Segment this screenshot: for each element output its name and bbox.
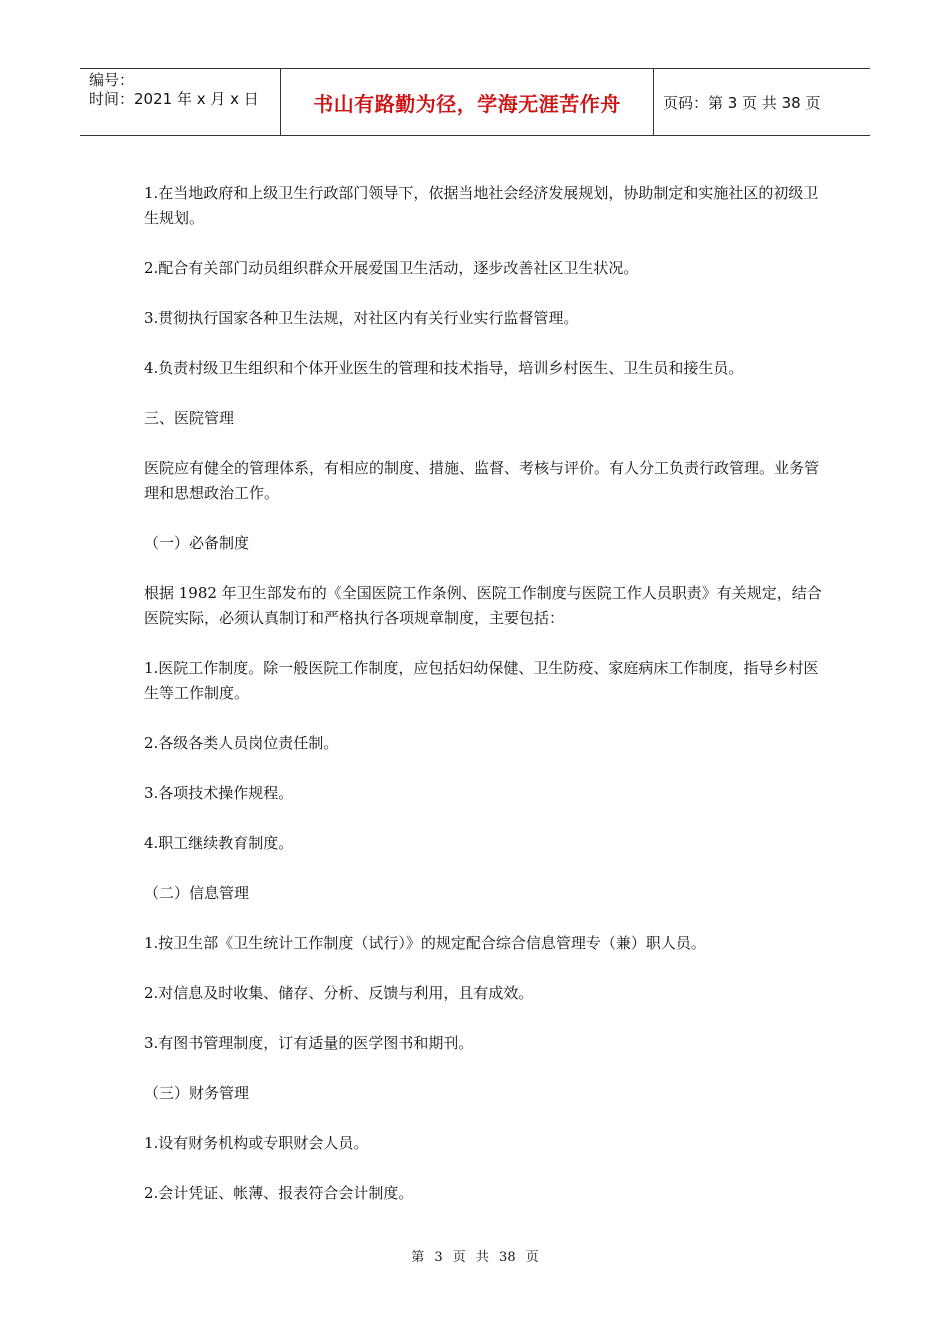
paragraph: 2.对信息及时收集、储存、分析、反馈与利用，且有成效。 (144, 984, 534, 1002)
paragraph: 2.各级各类人员岗位责任制。 (144, 734, 339, 752)
header-page-info: 页码：第 3 页 共 38 页 (663, 93, 821, 112)
footer-page-number: 第 3 页 共 38 页 (411, 1250, 539, 1265)
page-footer (0, 1246, 950, 1265)
paragraph: 2.会计凭证、帐薄、报表符合会计制度。 (144, 1184, 414, 1202)
paragraph: 1.按卫生部《卫生统计工作制度（试行）》的规定配合综合信息管理专（兼）职人员。 (144, 934, 706, 952)
subsection-heading: （二）信息管理 (144, 884, 250, 902)
document-body (144, 181, 824, 1231)
paragraph: 3.有图书管理制度，订有适量的医学图书和期刊。 (144, 1034, 474, 1052)
section-heading: 三、医院管理 (144, 409, 235, 427)
subsection-heading: （三）财务管理 (144, 1084, 250, 1102)
document-header (80, 68, 870, 136)
document-number-label: 编号： (89, 71, 135, 89)
paragraph: 1.在当地政府和上级卫生行政部门领导下，依据当地社会经济发展规划，协助制定和实施社区的初级卫生规划。 (144, 184, 819, 227)
header-motto-cell (281, 69, 654, 135)
paragraph: 1.设有财务机构或专职财会人员。 (144, 1134, 369, 1152)
paragraph: 3.各项技术操作规程。 (144, 784, 294, 802)
subsection-heading: （一）必备制度 (144, 534, 250, 552)
paragraph: 4.负责村级卫生组织和个体开业医生的管理和技术指导，培训乡村医生、卫生员和接生员。 (144, 359, 744, 377)
header-meta-cell (80, 69, 281, 135)
header-motto: 书山有路勤为径，学海无涯苦作舟 (313, 91, 621, 116)
paragraph: 2.配合有关部门动员组织群众开展爱国卫生活动，逐步改善社区卫生状况。 (144, 259, 639, 277)
paragraph: 3.贯彻执行国家各种卫生法规，对社区内有关行业实行监督管理。 (144, 309, 579, 327)
paragraph: 1.医院工作制度。除一般医院工作制度，应包括妇幼保健、卫生防疫、家庭病床工作制度，指导乡村医生等工作制度。 (144, 659, 819, 702)
header-page-cell (654, 69, 870, 135)
document-date-label: 时间：2021 年 x 月 x 日 (89, 90, 259, 108)
paragraph: 医院应有健全的管理体系，有相应的制度、措施、监督、考核与评价。有人分工负责行政管理。业务管理和思想政治工作。 (144, 459, 820, 502)
paragraph: 4.职工继续教育制度。 (144, 834, 294, 852)
paragraph: 根据 1982 年卫生部发布的《全国医院工作条例、医院工作制度与医院工作人员职责》有关规定，结合医院实际，必须认真制订和严格执行各项规章制度，主要包括： (144, 584, 822, 627)
